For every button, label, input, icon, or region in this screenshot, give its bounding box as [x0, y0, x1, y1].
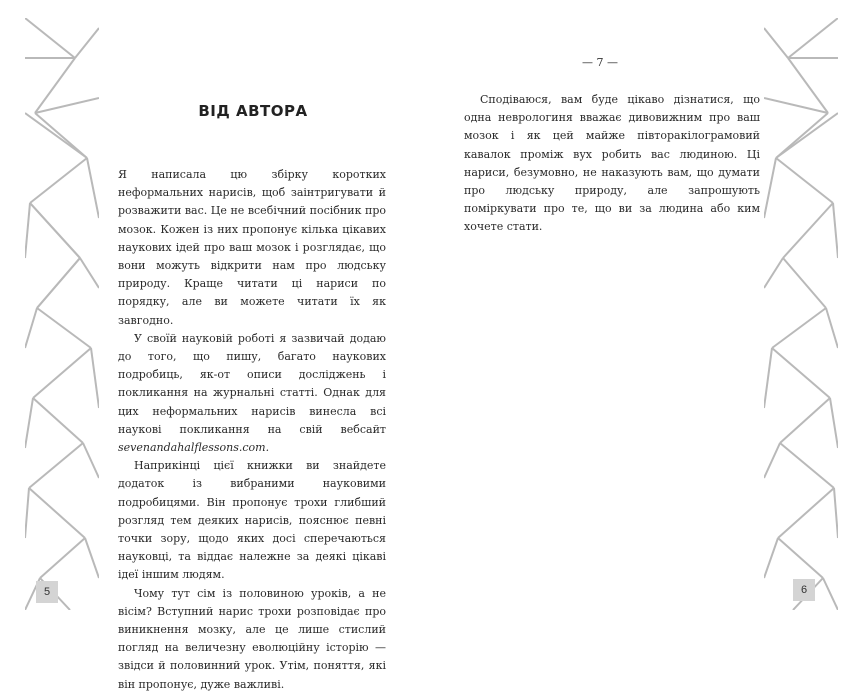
chapter-heading: ВІД АВТОРА [198, 102, 308, 120]
right-margin-pattern [764, 18, 838, 610]
left-page-text [118, 166, 386, 694]
running-folio: — 7 — [582, 56, 618, 69]
paragraph: Я написала цю збірку коротких неформальних нарисів, щоб заінтригувати й розважити вас. Це не всебічний посібник про мозок. Кожен із них пропонує кілька цікавих наукових ідей про ваш мозок і розглядає, що вони можуть відкрити нам про людську природу. Краще читати ці нариси по порядку, але ви можете читати їх як завгодно. [118, 168, 386, 327]
paragraph-text: У своїй науковій роботі я зазвичай додаю до того, що пишу, багато наукових подробиць, як-от описи досліджень і покликання на журнальні статті. Однак для цих неформальних нарисів винесла всі наукові покликання на свій вебсайт [118, 331, 386, 436]
paragraph: Наприкінці цієї книжки ви знайдете додаток із вибраними науковими подробицями. Він пропонує трохи глибший розгляд тем деяких нарисів, пояснює певні точки зору, щодо яких досі сперечаються науковці, та віддає належне за деякі цікаві ідеї іншим людям. [118, 459, 386, 582]
paragraph: Сподіваюся, вам буде цікаво дізнатися, що одна неврологиня вважає дивовижним про ваш мозок і як цей майже півторакілограмовий кавалок проміж вух робить вас людиною. Ці нариси, безумовно, не наказують вам, що думати про людську природу, але запрошують поміркувати про те, що ви за людина або ким хочете стати. [464, 93, 760, 234]
website-link-text: sevenandahalflessons.com. [118, 441, 270, 455]
right-page-text [464, 91, 760, 237]
paragraph: Чому тут сім із половиною уроків, а не вісім? Вступний нарис трохи розповідає про виникнення мозку, але це лише стислий погляд на величезну еволюційну історію — звідси й половинний урок. Утім, поняття, які він пропонує, дуже важливі. [118, 586, 386, 691]
right-page-number: 6 [793, 579, 815, 601]
paragraph [118, 330, 386, 457]
left-page-number: 5 [36, 581, 58, 603]
left-margin-pattern [25, 18, 99, 610]
